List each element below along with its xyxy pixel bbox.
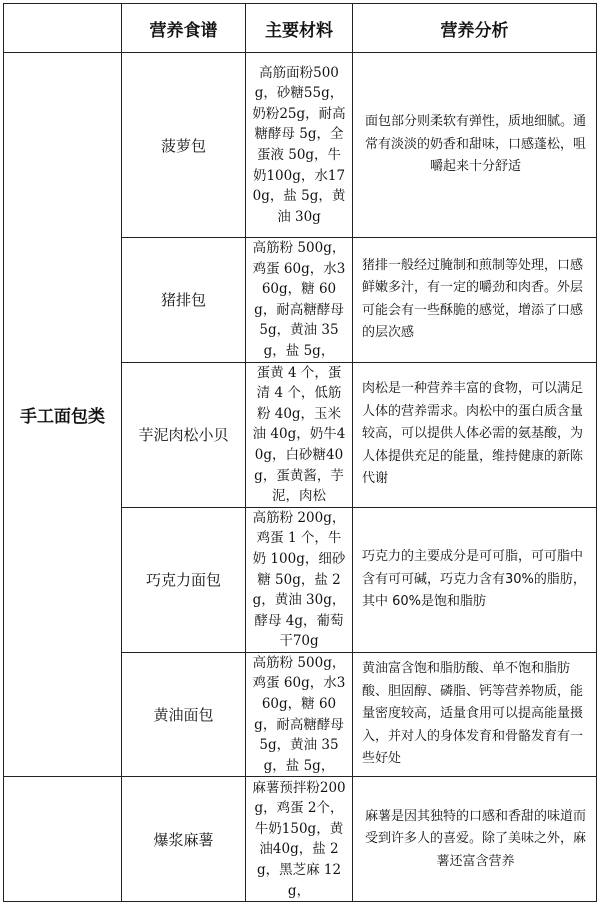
header-row [4, 4, 597, 53]
analysis-cell: 肉松是一种营养丰富的食物，可以满足人体的营养需求。肉松中的蛋白质含量较高，可以提供人体必需的氨基酸，为人体提供充足的能量，维持健康的新陈代谢 [353, 362, 597, 507]
recipe-table [3, 3, 597, 902]
header-material: 主要材料 [246, 4, 353, 53]
table-row [4, 53, 597, 238]
recipe-name: 芋泥肉松小贝 [122, 362, 246, 507]
header-analysis: 营养分析 [353, 4, 597, 53]
material-cell: 高筋粉 200g，鸡蛋 1 个，牛奶 100g，细砂糖 50g，盐 2g，黄油 30g，酵母 4g，葡萄干70g [246, 507, 353, 652]
analysis-cell: 面包部分则柔软有弹性，质地细腻。通常有淡淡的奶香和甜味，口感蓬松，咀嚼起来十分舒适 [353, 53, 597, 238]
category-cell-empty [4, 777, 122, 902]
recipe-name: 猪排包 [122, 238, 246, 363]
analysis-cell: 猪排一般经过腌制和煎制等处理，口感鲜嫩多汁，有一定的嚼劲和肉香。外层可能会有一些酥脆的感觉，增添了口感的层次感 [353, 238, 597, 363]
header-recipe: 营养食谱 [122, 4, 246, 53]
material-cell: 麻薯预拌粉200g，鸡蛋 2个，牛奶150g，黄油40g，盐 2g，黑芝麻 12g， [246, 777, 353, 902]
recipe-name: 巧克力面包 [122, 507, 246, 652]
table-row [4, 777, 597, 902]
recipe-name: 菠萝包 [122, 53, 246, 238]
category-cell: 手工面包类 [4, 53, 122, 777]
recipe-name: 爆浆麻薯 [122, 777, 246, 902]
material-cell: 高筋粉 500g，鸡蛋 60g，水360g，糖 60g，耐高糖酵母5g，黄油 35g，盐 5g， [246, 238, 353, 363]
recipe-name: 黄油面包 [122, 652, 246, 777]
analysis-cell: 巧克力的主要成分是可可脂，可可脂中含有可可碱，巧克力含有30%的脂肪，其中 60%是饱和脂肪 [353, 507, 597, 652]
header-category [4, 4, 122, 53]
material-cell: 蛋黄 4 个，蛋清 4 个，低筋粉 40g，玉米油 40g，奶牛40g，白砂糖40g，蛋黄酱，芋泥，肉松 [246, 362, 353, 507]
material-cell: 高筋面粉500g，砂糖55g，奶粉25g，耐高糖酵母 5g，全蛋液 50g，牛奶100g，水170g，盐 5g，黄油 30g [246, 53, 353, 238]
analysis-cell: 黄油富含饱和脂肪酸、单不饱和脂肪酸、胆固醇、磷脂、钙等营养物质，能量密度较高，适量食用可以提高能量摄入，并对人的身体发育和骨骼发育有一些好处 [353, 652, 597, 777]
material-cell: 高筋粉 500g，鸡蛋 60g，水360g，糖 60g，耐高糖酵母5g，黄油 35g，盐 5g， [246, 652, 353, 777]
analysis-cell: 麻薯是因其独特的口感和香甜的味道而受到许多人的喜爱。除了美味之外，麻薯还富含营养 [353, 777, 597, 902]
